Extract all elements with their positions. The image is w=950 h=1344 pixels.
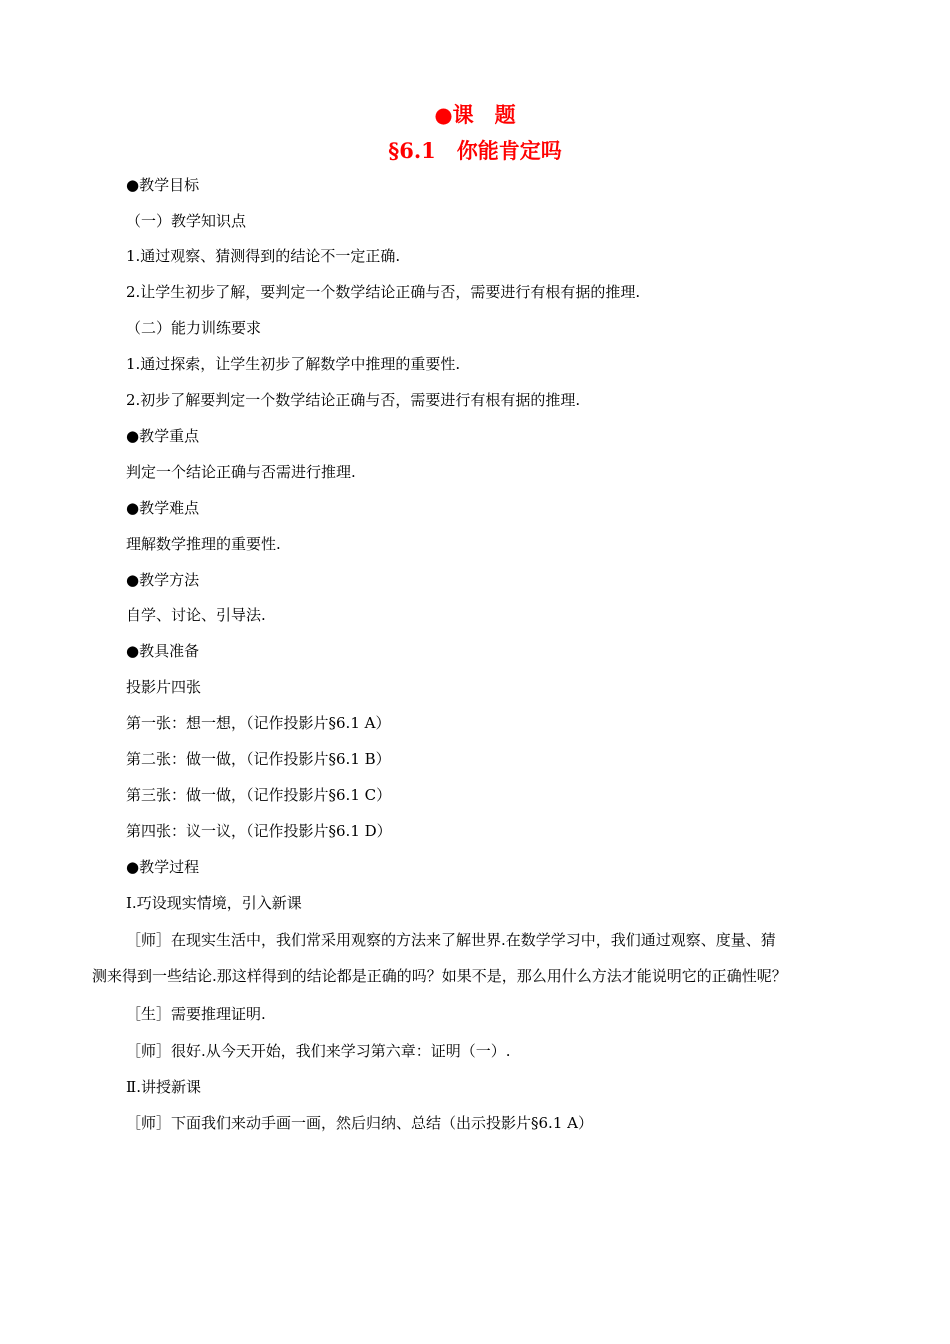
text-line: ［生］需要推理证明.: [126, 1005, 266, 1023]
heading-materials: ●教具准备: [126, 642, 200, 660]
section-heading-2: Ⅱ.讲授新课: [126, 1078, 201, 1096]
heading-methods: ●教学方法: [126, 571, 200, 589]
section-heading-1: Ⅰ.巧设现实情境，引入新课: [126, 894, 302, 912]
heading-key-points: ●教学重点: [126, 427, 200, 445]
subheading-knowledge: （一）教学知识点: [126, 212, 247, 230]
text-line: 第三张：做一做，（记作投影片§6.1 C）: [126, 786, 392, 804]
text-line: 测来得到一些结论.那这样得到的结论都是正确的吗？如果不是，那么用什么方法才能说明它的正确性呢？: [92, 967, 787, 985]
text-line: 第四张：议一议，（记作投影片§6.1 D）: [126, 822, 392, 840]
text-line: 投影片四张: [126, 678, 202, 696]
text-line: 1.通过观察、猜测得到的结论不一定正确.: [126, 247, 401, 265]
text-line: 2.初步了解要判定一个数学结论正确与否，需要进行有根有据的推理.: [126, 391, 581, 409]
text-line: ［师］很好.从今天开始，我们来学习第六章：证明（一）.: [126, 1042, 511, 1060]
heading-objectives: ●教学目标: [126, 176, 200, 194]
text-line: ［师］下面我们来动手画一画，然后归纳、总结（出示投影片§6.1 A）: [126, 1114, 593, 1132]
subheading-ability: （二）能力训练要求: [126, 319, 262, 337]
title-section: §6.1 你能肯定吗: [388, 138, 562, 163]
title-lesson: ●课 题: [434, 102, 516, 127]
text-line: 2.让学生初步了解，要判定一个数学结论正确与否，需要进行有根有据的推理.: [126, 283, 641, 301]
text-line: ［师］在现实生活中，我们常采用观察的方法来了解世界.在数学学习中，我们通过观察、度量、猜: [126, 931, 776, 949]
heading-difficulties: ●教学难点: [126, 499, 200, 517]
text-line: 第一张：想一想，（记作投影片§6.1 A）: [126, 714, 391, 732]
text-line: 自学、讨论、引导法.: [126, 606, 266, 624]
text-line: 1.通过探索，让学生初步了解数学中推理的重要性.: [126, 355, 461, 373]
text-line: 判定一个结论正确与否需进行推理.: [126, 463, 356, 481]
text-line: 第二张：做一做，（记作投影片§6.1 B）: [126, 750, 391, 768]
heading-process: ●教学过程: [126, 858, 200, 876]
text-line: 理解数学推理的重要性.: [126, 535, 281, 553]
